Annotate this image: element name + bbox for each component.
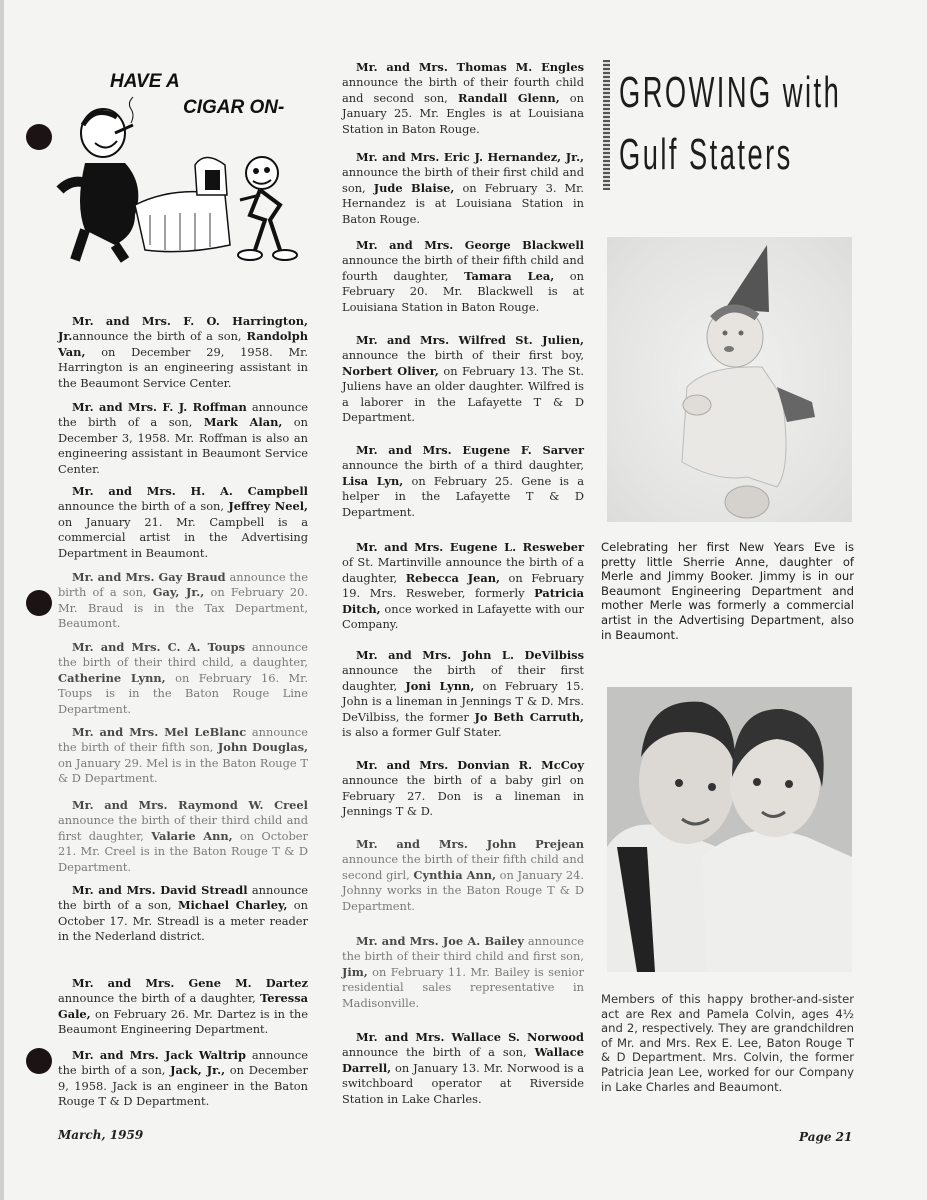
siblings-photo [607, 687, 852, 972]
birth-announcement: Mr. and Mrs. Gene M. Dartez announce the birth of a daughter, Teressa Gale, on February 26. Mr. Dartez is in the Beaumont Engineering Department. [58, 976, 308, 1037]
cradle [135, 158, 230, 252]
binder-hole [26, 124, 52, 150]
binder-hole [26, 1048, 52, 1074]
birth-announcement: Mr. and Mrs. George Blackwell announce the birth of their fifth child and fourth daughter, Tamara Lea, on February 20. Mr. Blackwell is at Louisiana Station in Baton Rouge. [342, 238, 584, 314]
issue-date: March, 1959 [58, 1128, 144, 1142]
reddy-kilowatt-figure [238, 157, 297, 260]
siblings-photo-caption: Members of this happy brother-and-sister act are Rex and Pamela Colvin, ages 4½ and 2, respectively. They are grandchildren of Mr. and Mrs. Rex E. Lee, Baton Rouge T & D Department. Mrs. Colvin, the former Patricia Jean Lee, worked for our Company in Lake Charles and Beaumont. [601, 992, 854, 1094]
birth-announcement: Mr. and Mrs. Joe A. Bailey announce the birth of their third child and first son, Jim, on February 11. Mr. Bailey is senior residential sales representative in Madisonville. [342, 934, 585, 1010]
birth-announcement: Mr. and Mrs. Eugene L. Resweber of St. Martinville announce the birth of a daughter, Rebecca Jean, on February 19. Mrs. Resweber, formerly Patricia Ditch, once worked in Lafayette with our Company. [342, 540, 584, 632]
page-edge [0, 0, 4, 1200]
birth-announcement: Mr. and Mrs. F. J. Roffman announce the birth of a son, Mark Alan, on December 3, 1958. Mr. Roffman is also an engineering assistant in Beaumont Service Center. [58, 400, 308, 476]
baby-photo-caption: Celebrating her first New Years Eve is pretty little Sherrie Anne, daughter of Merle and Jimmy Booker. Jimmy is in our Beaumont Engineering Department and mother Merle was formerly a commercial artist in the Advertising Department, also in Beaumont. [601, 540, 854, 642]
birth-announcement: Mr. and Mrs. Thomas M. Engles announce the birth of their fourth child and second son, Randall Glenn, on January 25. Mr. Engles is at Louisiana Station in Baton Rouge. [342, 60, 584, 136]
section-title [603, 60, 843, 190]
birth-announcement: Mr. and Mrs. Wilfred St. Julien, announce the birth of their first boy, Norbert Oliver, on February 13. The St. Juliens have an older daughter. Wilfred is a laborer in the Lafayette T & D Department. [342, 333, 585, 425]
binder-hole [26, 590, 52, 616]
birth-announcement: Mr. and Mrs. H. A. Campbell announce the birth of a son, Jeffrey Neel, on January 21. Mr. Campbell is a commercial artist in the Advertising Department in Beaumont. [58, 484, 308, 560]
birth-announcement: Mr. and Mrs. John L. DeVilbiss announce the birth of their first daughter, Joni Lynn, on February 15. John is a lineman in Jennings T & D. Mrs. DeVilbiss, the former Jo Beth Carruth, is also a former Gulf Stater. [342, 648, 584, 740]
baby-photo [607, 237, 852, 522]
birth-announcement: Mr. and Mrs. Jack Waltrip announce the birth of a son, Jack, Jr., on December 9, 1958. Jack is an engineer in the Baton Rouge T & D Department. [58, 1048, 309, 1109]
title-decorative-bar [603, 60, 610, 190]
title-line-2: Gulf Staters [619, 130, 793, 179]
birth-announcement: Mr. and Mrs. John Prejean announce the birth of their fifth child and second girl, Cynthia Ann, on January 24. Johnny works in the Baton Rouge T & D Department. [342, 837, 584, 913]
birth-announcement: Mr. and Mrs. Wallace S. Norwood announce the birth of a son, Wallace Darrell, on January 13. Mr. Norwood is a switchboard operator at Riverside Station in Lake Charles. [342, 1030, 584, 1106]
birth-announcement: Mr. and Mrs. David Streadl announce the birth of a son, Michael Charley, on October 17. Mr. Streadl is a meter reader in the Nederland district. [58, 883, 308, 944]
birth-announcement: Mr. and Mrs. Eric J. Hernandez, Jr., announce the birth of their first child and son, Jude Blaise, on February 3. Mr. Hernandez is at Louisiana Station in Baton Rouge. [342, 150, 584, 226]
birth-announcement: Mr. and Mrs. Mel LeBlanc announce the birth of their fifth son, John Douglas, on January 29. Mel is in the Baton Rouge T & D Department. [58, 725, 309, 786]
cigar-cartoon-illustration [55, 55, 305, 270]
father-figure [60, 97, 138, 260]
cartoon-text-line2: CIGAR ON- [183, 97, 285, 118]
birth-announcement: Mr. and Mrs. Eugene F. Sarver announce the birth of a third daughter, Lisa Lyn, on February 25. Gene is a helper in the Lafayette T & D Department. [342, 443, 584, 519]
page-number: Page 21 [799, 1130, 853, 1144]
birth-announcement: Mr. and Mrs. Raymond W. Creel announce the birth of their third child and first daughter, Valarie Ann, on October 21. Mr. Creel is in the Baton Rouge T & D Department. [58, 798, 308, 874]
birth-announcement: Mr. and Mrs. Gay Braud announce the birth of a son, Gay, Jr., on February 20. Mr. Braud is in the Tax Department, Beaumont. [58, 570, 309, 631]
cartoon-text-line1: HAVE A [110, 71, 180, 92]
title-line-1: GROWING with [619, 68, 842, 117]
birth-announcement: Mr. and Mrs. F. O. Harrington, Jr.announce the birth of a son, Randolph Van, on December 29, 1958. Mr. Harrington is an engineering assistant in the Beaumont Service Center. [58, 314, 308, 390]
birth-announcement: Mr. and Mrs. Donvian R. McCoy announce the birth of a baby girl on February 27. Don is a lineman in Jennings T & D. [342, 758, 584, 819]
birth-announcement: Mr. and Mrs. C. A. Toups announce the birth of their third child, a daughter, Catherine Lynn, on February 16. Mr. Toups is in the Baton Rouge Line Department. [58, 640, 309, 716]
